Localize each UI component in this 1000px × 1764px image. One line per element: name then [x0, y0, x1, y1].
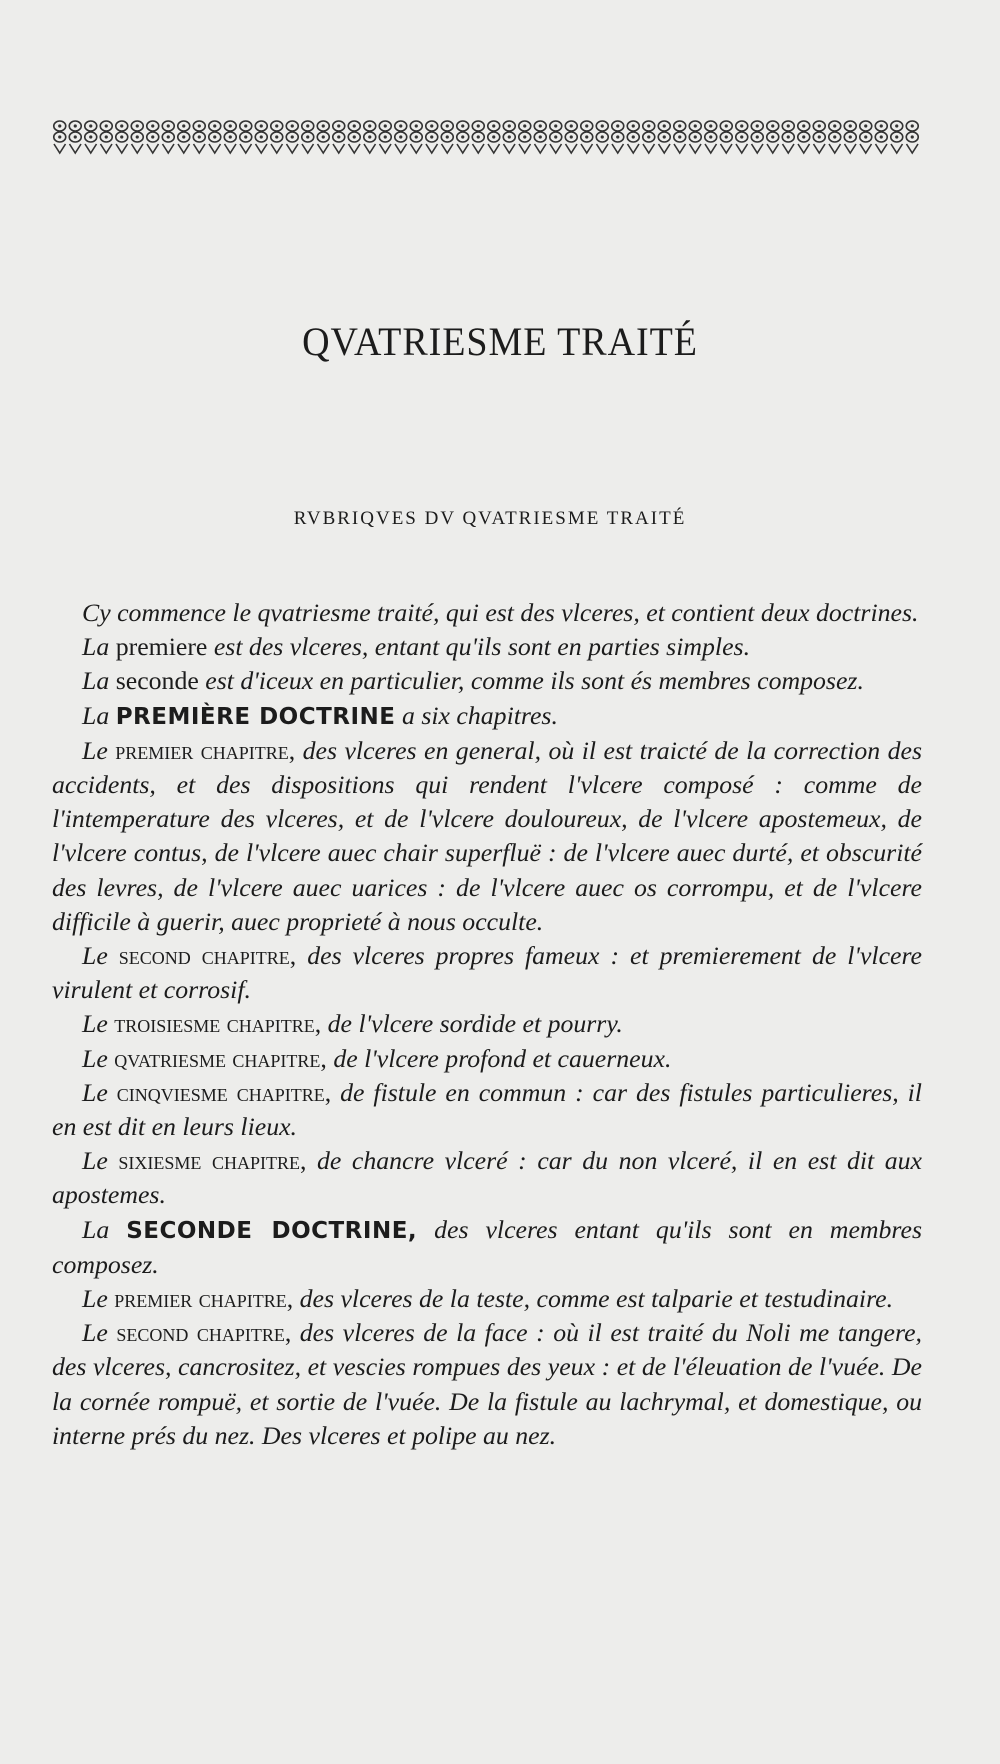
decorative-border-ornament — [52, 117, 920, 157]
rubric-heading: RVBRIQVES DV QVATRIESME TRAITÉ — [293, 508, 687, 529]
paragraph-seconde: La seconde est d'iceux en particulier, comme ils sont és membres composez. — [82, 666, 864, 696]
paragraph-intro: Cy commence le qvatriesme traité, qui est des vlceres, et contient deux doctrines. — [82, 598, 919, 627]
paragraph-premiere: La premiere est des vlceres, entant qu'ils sont en parties simples. — [82, 632, 751, 662]
paragraph-doctrine2-chapitre-1: Le premier chapitre, des vlceres de la teste, comme est talparie et testudinaire. — [82, 1284, 894, 1314]
paragraph-seconde-doctrine: La SECONDE DOCTRINE, des vlceres entant qu'ils sont en membres composez. — [52, 1214, 922, 1279]
paragraph-doctrine2-chapitre-2: Le second chapitre, des vlceres de la face : où il est traité du Noli me tangere, des vlceres, cancrositez, et vescies rompues des yeux : et de l'éleuation de l'vuée. De la cornée rompuë, et sortie de l'vuée. De la fistule au lachrymal, et domestique, ou interne prés du nez. Des vlceres et polipe au nez. — [52, 1318, 922, 1450]
paragraph-chapitre-1: Le premier chapitre, des vlceres en general, où il est traicté de la correction des accidents, et des dispositions qui rendent l'vlcere composé : comme de l'intemperature des vlceres, et de l'vlcere douloureux, de l'vlcere apostemeux, de l'vlcere contus, de l'vlcere auec chair superfluë : de l'vlcere auec durté, et obscurité des levres, de l'vlcere auec uarices : de l'vlcere auec os corrompu, et de l'vlcere difficile à guerir, auec proprieté à nous occulte. — [52, 735, 923, 936]
rubric-body — [52, 596, 922, 1453]
treatise-title: QVATRIESME TRAITÉ — [302, 319, 698, 364]
paragraph-premiere-doctrine: La PREMIÈRE DOCTRINE a six chapitres. — [82, 700, 558, 730]
paragraph-chapitre-4: Le qvatriesme chapitre, de l'vlcere profond et cauerneux. — [82, 1043, 672, 1073]
paragraph-chapitre-2: Le second chapitre, des vlceres propres fameux : et premierement de l'vlcere virulent et corrosif. — [52, 941, 923, 1005]
paragraph-chapitre-6: Le sixiesme chapitre, de chancre vlceré : car du non vlceré, il en est dit aux apostemes. — [52, 1146, 923, 1210]
paragraph-chapitre-3: Le troisiesme chapitre, de l'vlcere sordide et pourry. — [82, 1009, 623, 1039]
paragraph-chapitre-5: Le cinqviesme chapitre, de fistule en commun : car des fistules particulieres, il en est dit en leurs lieux. — [52, 1077, 922, 1142]
